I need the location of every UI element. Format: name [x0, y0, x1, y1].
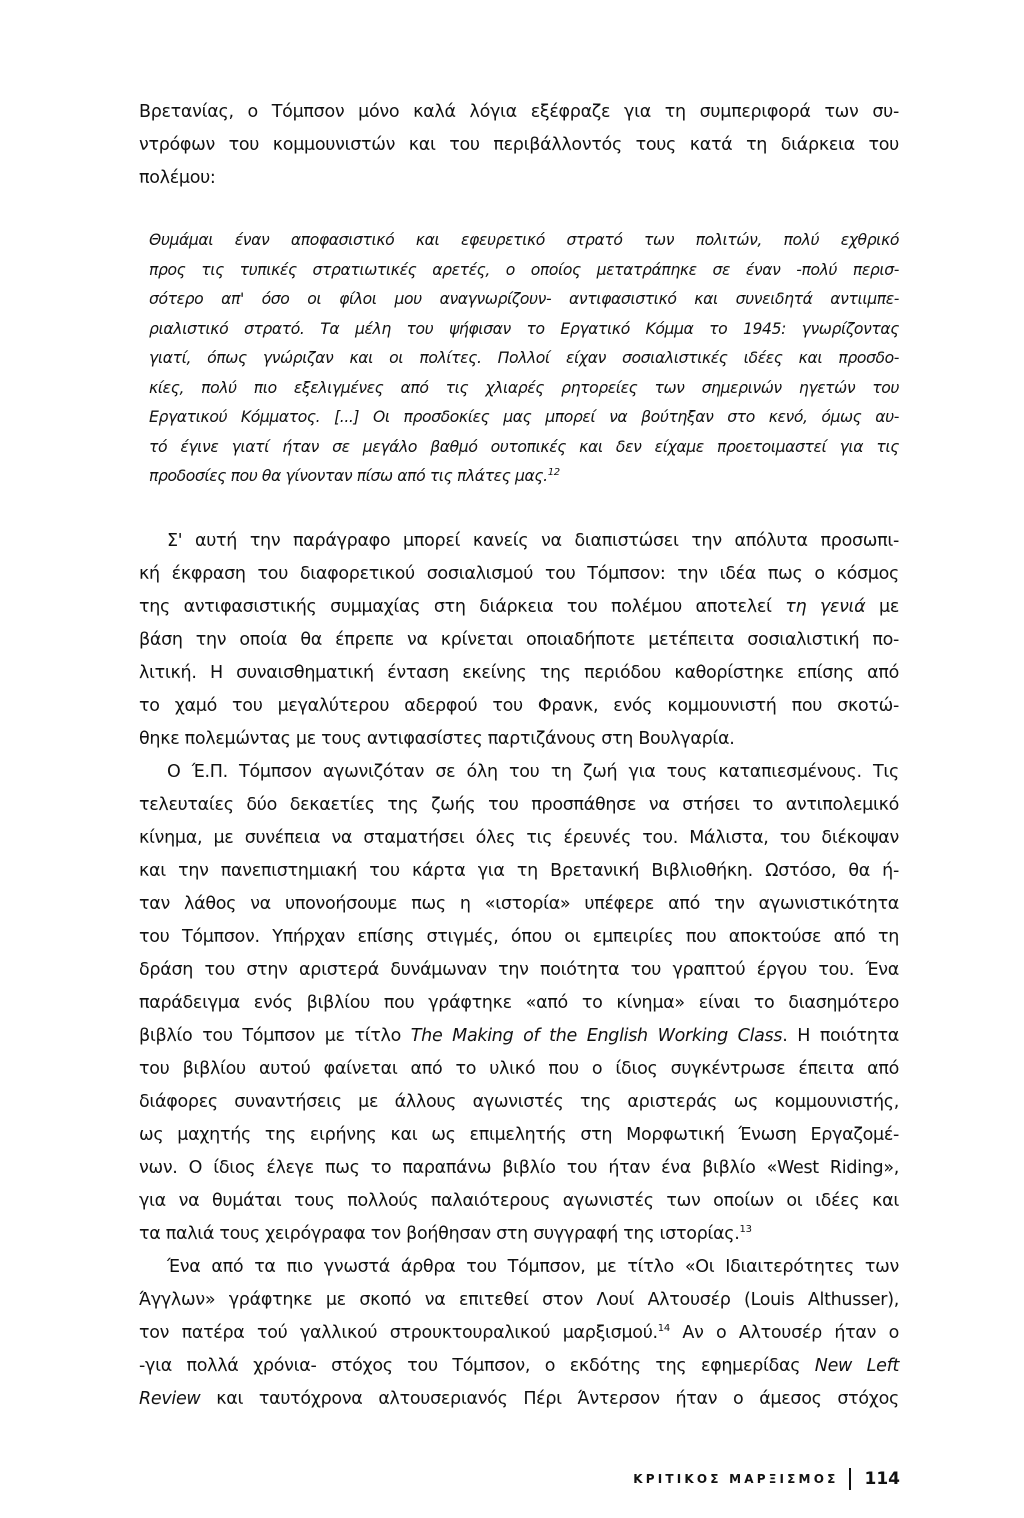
- running-head: ΚΡΙΤΙΚΟΣ ΜΑΡΞΙΣΜΟΣ: [633, 1472, 839, 1486]
- emphasis-text: τη γενιά: [785, 596, 866, 617]
- text-line: [139, 1383, 899, 1416]
- text-line: ως μαχητής της ειρήνης και ως επιμελητής στη Μορφωτική Ένωση Εργαζομέ-: [139, 1124, 899, 1145]
- quote-line-last: [149, 462, 899, 492]
- text-line: και την πανεπιστημιακή του κάρτα για τη Βρετανική Βιβλιοθήκη. Ωστόσο, θα ή-: [139, 860, 899, 881]
- text-line: διάφορες συναντήσεις με άλλους αγωνιστές της αριστεράς ως κομμουνιστής,: [139, 1091, 899, 1112]
- quote-line: κίες, πολύ πιο εξελιγμένες από τις χλιαρές ρητορείες των σημερινών ηγετών του: [149, 378, 899, 397]
- text-run: με: [865, 596, 899, 617]
- text-line: ταν λάθος να υπονοήσουμε πως η «ιστορία» υπέφερε από την αγωνιστικότητα: [139, 893, 899, 914]
- paragraph-intro: [139, 96, 899, 195]
- quote-line: γιατί, όπως γνώριζαν και οι πολίτες. Πολλοί είχαν σοσιαλιστικές ιδέες και προσδο-: [149, 349, 899, 367]
- text-line: ντρόφων του κομμουνιστών και του περιβάλλοντός τους κατά τη διάρκεια του: [139, 135, 899, 155]
- footnote-marker: 13: [739, 1223, 752, 1235]
- text-line: παράδειγμα ενός βιβλίου που γράφτηκε «από το κίνημα» είναι το διασημότερο: [139, 992, 899, 1013]
- text-run: -για πολλά χρόνια- στόχος του Τόμπσον, ο εκδότης της εφημερίδας: [139, 1355, 815, 1376]
- text-line: Ένα από τα πιο γνωστά άρθρα του Τόμπσον, με τίτλο «Οι Ιδιαιτερότητες των: [167, 1256, 899, 1277]
- block-quote: [139, 226, 899, 492]
- text-line: κή έκφραση του διαφορετικού σοσιαλισμού του Τόμπσον: την ιδέα πως ο κόσμος: [139, 563, 899, 584]
- text-line: νων. Ο ίδιος έλεγε πως το παραπάνω βιβλίο του ήταν ένα βιβλίο «West Riding»,: [139, 1157, 899, 1178]
- quote-line: Εργατικού Κόμματος. [...] Οι προσδοκίες μας μπορεί να βούτηξαν στο κενό, όμως αυ-: [149, 408, 899, 426]
- text-line: κίνημα, με συνέπεια να σταματήσει όλες τις έρευνές του. Μάλιστα, του διέκοψαν: [139, 827, 899, 848]
- text-line: Σ' αυτή την παράγραφο μπορεί κανείς να διαπιστώσει την απόλυτα προσωπι-: [167, 530, 899, 551]
- text-line: τελευταίες δύο δεκαετίες της ζωής του προσπάθησε να στήσει το αντιπολεμικό: [139, 794, 899, 815]
- text-line: για να θυμάται τους πολλούς παλαιότερους αγωνιστές των οποίων οι ιδέες και: [139, 1190, 899, 1211]
- text-run: τα παλιά τους χειρόγραφα τον βοήθησαν στη συγγραφή της ιστορίας.: [139, 1223, 740, 1244]
- page-number: 114: [864, 1469, 900, 1489]
- text-line: [139, 1350, 899, 1383]
- text-line: Άγγλων» γράφτηκε με σκοπό να επιτεθεί στον Λουί Αλτουσέρ (Louis Althusser),: [139, 1289, 899, 1310]
- text-line: [139, 1218, 899, 1251]
- text-run: και ταυτόχρονα αλτουσεριανός Πέρι Άντερσον ήταν ο άμεσος στόχος: [200, 1388, 899, 1409]
- publication-title: Review: [139, 1388, 201, 1409]
- paragraph-4: [139, 1251, 899, 1416]
- book-title: The Making of the English Working Class: [410, 1025, 783, 1046]
- footer-divider: [849, 1468, 851, 1490]
- publication-title: New Left: [814, 1355, 900, 1376]
- quote-line: τό έγινε γιατί ήταν σε μεγάλο βαθμό ουτοπικές και δεν είχαμε προετοιμαστεί για τις: [149, 437, 899, 456]
- quote-line: ριαλιστικό στρατό. Τα μέλη του ψήφισαν το Εργατικό Κόμμα το 1945: γνωρίζοντας: [149, 319, 899, 338]
- text-run: βιβλίο του Τόμπσον με τίτλο: [139, 1025, 411, 1046]
- text-line: Ο Έ.Π. Τόμπσον αγωνιζόταν σε όλη του τη ζωή για τους καταπιεσμένους. Τις: [167, 761, 899, 782]
- text-line: δράση του στην αριστερά δυνάμωναν την ποιότητα του γραπτού έργου του. Ένα: [139, 959, 899, 980]
- quote-line-text: προδοσίες που θα γίνονταν πίσω από τις πλάτες μας.: [149, 467, 548, 485]
- text-run: Αν ο Αλτουσέρ ήταν ο: [669, 1322, 899, 1343]
- page-footer: [620, 1464, 900, 1494]
- text-line: [139, 1020, 899, 1053]
- text-run: . Η ποιότητα: [782, 1025, 899, 1046]
- text-line: πολέμου:: [139, 168, 216, 188]
- text-line: λιτική. Η συναισθηματική ένταση εκείνης της περιόδου καθορίστηκε επίσης από: [139, 662, 899, 683]
- footnote-marker: 14: [657, 1322, 670, 1334]
- text-line: του Τόμπσον. Υπήρχαν επίσης στιγμές, όπου οι εμπειρίες που αποκτούσε από τη: [139, 926, 899, 947]
- text-line: [139, 591, 899, 624]
- paragraph-2: [139, 525, 899, 756]
- quote-line: Θυμάμαι έναν αποφασιστικό και εφευρετικό στρατό των πολιτών, πολύ εχθρικό: [149, 231, 899, 249]
- text-line: [139, 1317, 899, 1350]
- footnote-marker: 12: [547, 466, 560, 478]
- text-line: βάση την οποία θα έπρεπε να κρίνεται οποιαδήποτε μετέπειτα σοσιαλιστική πο-: [139, 629, 899, 650]
- text-run: της αντιφασιστικής συμμαχίας στη διάρκεια του πολέμου αποτελεί: [139, 596, 786, 617]
- page-content: [139, 96, 899, 1416]
- text-line: Βρετανίας, ο Τόμπσον μόνο καλά λόγια εξέφραζε για τη συμπεριφορά των συ-: [139, 102, 899, 122]
- text-run: τον πατέρα τού γαλλικού στρουκτουραλικού μαρξισμού.: [139, 1322, 658, 1343]
- quote-line: σότερο απ' όσο οι φίλοι μου αναγνωρίζουν- αντιφασιστικό και συνειδητά αντιιμπε-: [149, 290, 899, 308]
- text-line: το χαμό του μεγαλύτερου αδερφού του Φρανκ, ενός κομμουνιστή που σκοτώ-: [139, 695, 899, 716]
- quote-line: προς τις τυπικές στρατιωτικές αρετές, ο οποίος μετατράπηκε σε έναν -πολύ περισ-: [149, 260, 899, 279]
- text-line: θηκε πολεμώντας με τους αντιφασίστες παρτιζάνους στη Βουλγαρία.: [139, 728, 735, 749]
- text-line: του βιβλίου αυτού φαίνεται από το υλικό που ο ίδιος συγκέντρωσε έπειτα από: [139, 1058, 899, 1079]
- paragraph-3: [139, 756, 899, 1251]
